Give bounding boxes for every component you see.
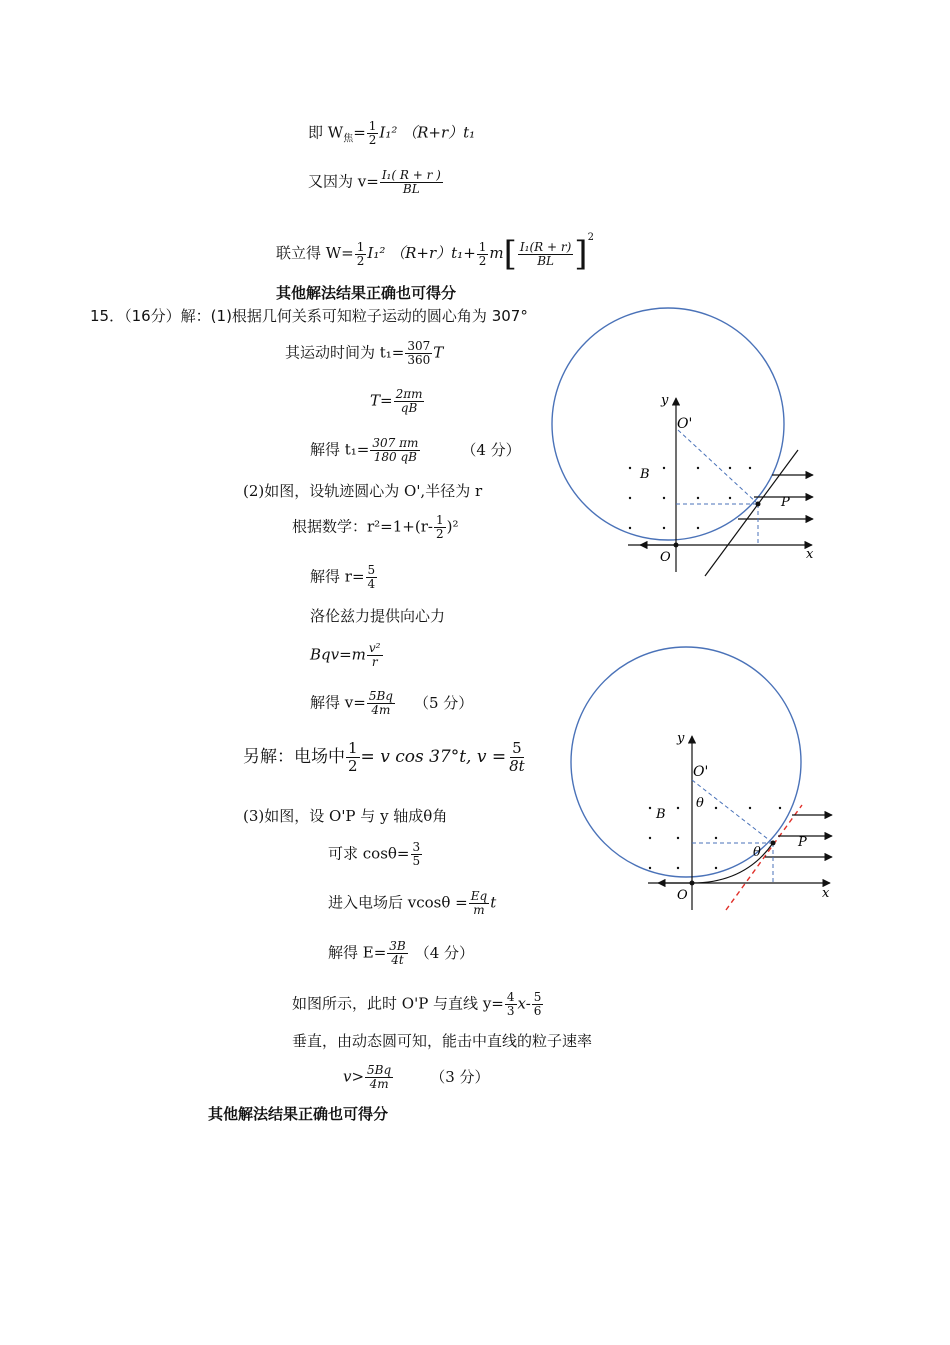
r-solution: 解得 r= $\frac{5}{4}$ xyxy=(310,563,376,591)
fig1-origin-label: O xyxy=(660,550,671,565)
cos-theta: 可求 cosθ= $\frac{3}{5}$ xyxy=(328,840,421,868)
math-relation: 根据数学：r²=1+(r- $\frac{1}{2}$ )² xyxy=(292,513,459,541)
fig2-center-label: O' xyxy=(693,764,709,780)
problem-15-header: 15．（16分）解：(1)根据几何关系可知粒子运动的圆心角为 307° xyxy=(90,307,528,325)
alternative-solution: 另解：电场中 $\frac{1}{2}$ = v cos 37°t, v = $\frac{5}{8t}$ xyxy=(243,739,525,775)
field-equation: 进入电场后 vcosθ = $\frac{Eq}{m}$ t xyxy=(328,889,497,917)
alt-method-note-top: 其他解法结果正确也可得分 xyxy=(276,284,457,302)
fig1-center-label: O' xyxy=(677,416,693,432)
lorentz-statement: 洛伦兹力提供向心力 xyxy=(310,607,446,625)
velocity-equation: 又因为 v= $\frac{\text{I₁( R + r )}}{BL}$ xyxy=(308,168,441,196)
centripetal-equation: Bqv=m $\frac{\text{v²}}{r}$ xyxy=(310,641,381,669)
fig2-y-label: y xyxy=(677,731,685,746)
perpendicular-line: 如图所示，此时 O'P 与直线 y= $\frac{4}{3}$ x- $\frac{5}{6}$ xyxy=(292,990,542,1018)
fig1-x-label: x xyxy=(806,547,814,562)
alt-method-note-bottom: 其他解法结果正确也可得分 xyxy=(208,1105,389,1123)
fig2-origin-label: O xyxy=(677,888,688,903)
fig1-y-label: y xyxy=(661,393,669,408)
speed-condition: v> $\frac{5Bq}{4m}$ （3 分） xyxy=(343,1063,490,1091)
fig1-field-label: B xyxy=(640,467,650,482)
fig1-point-label: P xyxy=(781,495,790,510)
time-equation: 其运动时间为 t₁= $\frac{307}{360}$ T xyxy=(285,339,444,367)
fig2-field-label: B xyxy=(656,807,666,822)
t1-solution: 解得 t₁= $\frac{307 \pi m}{180 qB}$ （4 分） xyxy=(310,436,521,464)
figure-1-trajectory-diagram xyxy=(540,300,840,585)
v-solution: 解得 v= $\frac{5Bq}{4m}$ （5 分） xyxy=(310,689,474,717)
fig2-theta-bottom: θ xyxy=(753,845,761,860)
fig2-point-label: P xyxy=(798,835,807,850)
fig2-theta-top: θ xyxy=(696,796,704,811)
dynamic-circle-statement: 垂直，由动态圆可知，能击中直线的粒子速率 xyxy=(292,1032,593,1050)
period-equation: T= $\frac{2\pi m}{qB}$ xyxy=(370,387,423,415)
combined-work-equation: 联立得 W= $\frac{1}{2}$ I₁² （R+r）t₁+ $\frac{1}{2}$ m[ $\frac{\text{I₁(R + r)}}{BL}$ ]$^2$ xyxy=(276,232,594,274)
figure-2-trajectory-diagram xyxy=(560,640,850,915)
part3-intro: (3)如图，设 O'P 与 y 轴成θ角 xyxy=(243,807,448,825)
work-equation: 即 $W_焦=$ $\frac{1}{2}$ I₁² （R+r）t₁ xyxy=(308,119,476,147)
E-solution: 解得 E= $\frac{3B}{4t}$ （4 分） xyxy=(328,939,475,967)
fig2-x-label: x xyxy=(822,886,830,901)
boundary-line xyxy=(705,450,798,576)
trajectory-circle-2 xyxy=(571,647,801,877)
part2-intro: (2)如图，设轨迹圆心为 O',半径为 r xyxy=(243,482,483,500)
trajectory-circle xyxy=(552,308,784,540)
